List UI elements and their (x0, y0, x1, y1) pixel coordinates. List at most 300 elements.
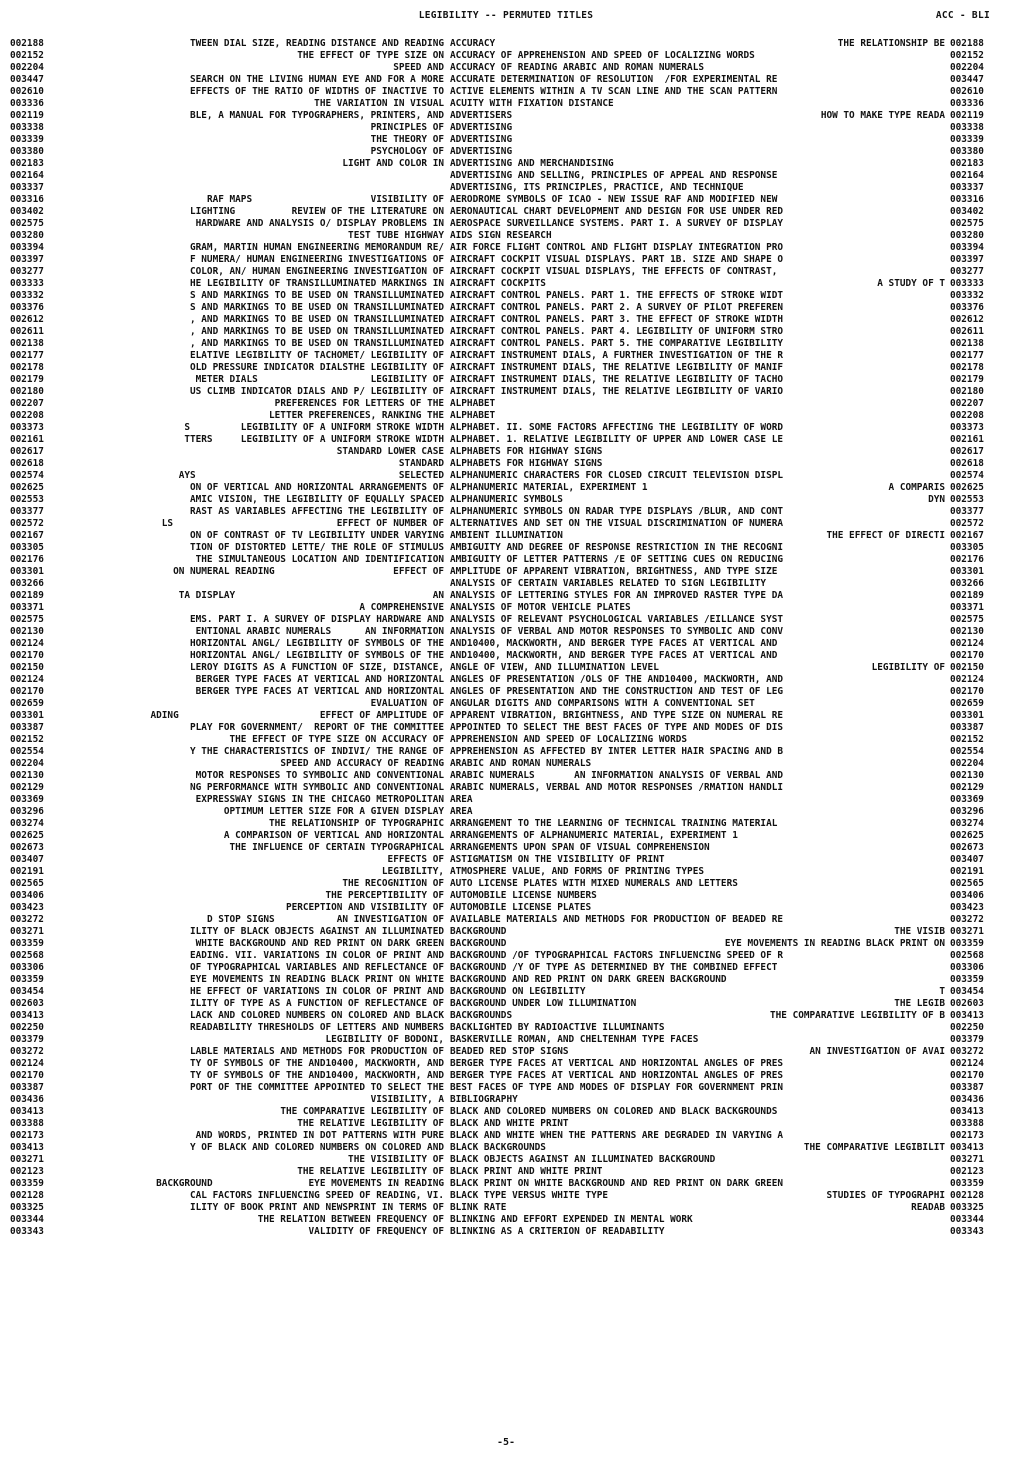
entry-left-context: THE SIMULTANEOUS LOCATION AND IDENTIFICATION (195, 554, 444, 565)
entry-left-context: ENTIONAL ARABIC NUMERALS AN INFORMATION (195, 626, 444, 637)
index-entry (10, 434, 1004, 446)
entry-id-right: 002191 (950, 866, 984, 877)
entry-id: 002554 (10, 746, 44, 757)
entry-keyword-context: BASKERVILLE ROMAN, AND CHELTENHAM TYPE FACES (450, 1034, 699, 1045)
entry-keyword-context: AERONAUTICAL CHART DEVELOPMENT AND DESIGN FOR USE UNDER RED (450, 206, 784, 217)
entry-id-right: 002603 (950, 998, 984, 1009)
entry-left-context: US CLIMB INDICATOR DIALS AND P/ LEGIBILITY OF (190, 386, 444, 397)
index-entry (10, 626, 1004, 638)
entry-keyword-context: ACUITY WITH FIXATION DISTANCE (450, 98, 614, 109)
index-entry (10, 62, 1004, 74)
entry-keyword-context: AVAILABLE MATERIALS AND METHODS FOR PRODUCTION OF BEADED RE (450, 914, 784, 925)
entry-id: 002603 (10, 998, 44, 1009)
index-entry (10, 314, 1004, 326)
entry-id-right: 003337 (950, 182, 984, 193)
entry-keyword-context: BLACK AND COLORED NUMBERS ON COLORED AND BLACK BACKGROUNDS (450, 1106, 778, 1117)
index-entry (10, 650, 1004, 662)
entry-id: 002610 (10, 86, 44, 97)
entry-id: 003369 (10, 794, 44, 805)
entry-keyword-context: BACKLIGHTED BY RADIOACTIVE ILLUMINANTS (450, 1022, 665, 1033)
entry-wrapped-context: THE VISIB (894, 926, 945, 937)
entry-id: 003388 (10, 1118, 44, 1129)
entry-id: 003344 (10, 1214, 44, 1225)
index-entry (10, 1106, 1004, 1118)
index-entry (10, 374, 1004, 386)
entry-left-context: THE EFFECT OF TYPE SIZE ON (297, 50, 444, 61)
index-entry (10, 482, 1004, 494)
entry-keyword-context: AIDS SIGN RESEARCH (450, 230, 552, 241)
index-entry (10, 122, 1004, 134)
entry-id-right: 003407 (950, 854, 984, 865)
entry-keyword-context: BERGER TYPE FACES AT VERTICAL AND HORIZONTAL ANGLES OF PRES (450, 1070, 784, 1081)
entry-id: 003371 (10, 602, 44, 613)
entry-left-context: METER DIALS LEGIBILITY OF (195, 374, 444, 385)
entry-keyword-context: ACCURACY (450, 38, 496, 49)
entry-id-right: 003277 (950, 266, 984, 277)
entry-keyword-context: BACKGROUNDS (450, 1010, 513, 1021)
entry-keyword-context: AIRCRAFT CONTROL PANELS. PART 5. THE COMPARATIVE LEGIBILITY (450, 338, 784, 349)
entry-id-right: 002617 (950, 446, 984, 457)
entry-left-context: OF TYPOGRAPHICAL VARIABLES AND REFLECTANCE OF (190, 962, 444, 973)
index-entry (10, 206, 1004, 218)
entry-left-context: ADING EFFECT OF AMPLITUDE OF (150, 710, 444, 721)
index-entry (10, 1166, 1004, 1178)
entry-keyword-context: AREA (450, 806, 473, 817)
index-entry (10, 182, 1004, 194)
entry-wrapped-context: A STUDY OF T (877, 278, 945, 289)
entry-id: 002179 (10, 374, 44, 385)
index-entry (10, 158, 1004, 170)
entry-id: 003296 (10, 806, 44, 817)
entry-id-right: 003280 (950, 230, 984, 241)
index-entry (10, 1178, 1004, 1190)
entry-keyword-context: AIRCRAFT INSTRUMENT DIALS, A FURTHER INVESTIGATION OF THE R (450, 350, 784, 361)
entry-keyword-context: APPOINTED TO SELECT THE BEST FACES OF TYPE AND MODES OF DIS (450, 722, 784, 733)
entry-left-context: WHITE BACKGROUND AND RED PRINT ON DARK GREEN (195, 938, 444, 949)
entry-left-context: THE VARIATION IN VISUAL (314, 98, 444, 109)
entry-id-right: 003301 (950, 710, 984, 721)
entry-keyword-context: ADVERTISING AND MERCHANDISING (450, 158, 614, 169)
entry-id-right: 003359 (950, 974, 984, 985)
entry-id-right: 003402 (950, 206, 984, 217)
entry-keyword-context: ALPHANUMERIC SYMBOLS (450, 494, 563, 505)
index-entry (10, 266, 1004, 278)
entry-keyword-context: ARABIC NUMERALS, VERBAL AND MOTOR RESPONSES /RMATION HANDLI (450, 782, 784, 793)
entry-id: 002618 (10, 458, 44, 469)
entry-wrapped-context: HOW TO MAKE TYPE READA (820, 110, 945, 121)
entry-id: 002170 (10, 686, 44, 697)
index-entry (10, 938, 1004, 950)
entry-id-right: 002161 (950, 434, 984, 445)
entry-keyword-context: AIRCRAFT INSTRUMENT DIALS, THE RELATIVE LEGIBILITY OF VARIO (450, 386, 784, 397)
index-entry (10, 86, 1004, 98)
entry-wrapped-context: THE LEGIB (894, 998, 945, 1009)
index-entry (10, 278, 1004, 290)
entry-id: 002183 (10, 158, 44, 169)
index-entry (10, 914, 1004, 926)
page-number: -5- (496, 1437, 516, 1448)
entry-id-right: 002611 (950, 326, 984, 337)
entry-id: 002575 (10, 218, 44, 229)
entry-keyword-context: AIR FORCE FLIGHT CONTROL AND FLIGHT DISPLAY INTEGRATION PRO (450, 242, 784, 253)
entry-id-right: 003316 (950, 194, 984, 205)
entry-id: 002128 (10, 1190, 44, 1201)
entry-wrapped-context: EYE MOVEMENTS IN READING BLACK PRINT ON (724, 938, 945, 949)
entry-left-context: EMS. PART I. A SURVEY OF DISPLAY HARDWARE AND (190, 614, 444, 625)
entry-id: 003325 (10, 1202, 44, 1213)
entry-left-context: THE VISIBILITY OF (348, 1154, 444, 1165)
entry-id: 003413 (10, 1142, 44, 1153)
entry-left-context: EYE MOVEMENTS IN READING BLACK PRINT ON WHITE (190, 974, 444, 985)
entry-wrapped-context: DYN (928, 494, 945, 505)
index-entry (10, 98, 1004, 110)
entry-id: 002189 (10, 590, 44, 601)
entry-left-context: S AND MARKINGS TO BE USED ON TRANSILLUMINATED (190, 302, 444, 313)
entry-keyword-context: AIRCRAFT CONTROL PANELS. PART 3. THE EFFECT OF STROKE WIDTH (450, 314, 784, 325)
entry-left-context: THE INFLUENCE OF CERTAIN TYPOGRAPHICAL (229, 842, 444, 853)
entry-keyword-context: AIRCRAFT INSTRUMENT DIALS, THE RELATIVE LEGIBILITY OF MANIF (450, 362, 784, 373)
entry-id-right: 003339 (950, 134, 984, 145)
index-entry (10, 1130, 1004, 1142)
index-entry (10, 770, 1004, 782)
entry-id-right: 002204 (950, 758, 984, 769)
entry-wrapped-context: THE EFFECT OF DIRECTI (826, 530, 945, 541)
entry-left-context: VISIBILITY, A (370, 1094, 444, 1105)
entry-id: 003394 (10, 242, 44, 253)
entry-left-context: ILITY OF BLACK OBJECTS AGAINST AN ILLUMINATED (190, 926, 444, 937)
permuted-index-list (10, 38, 1004, 1238)
entry-keyword-context: AND10400, MACKWORTH, AND BERGER TYPE FACES AT VERTICAL AND (450, 650, 778, 661)
entry-keyword-context: ALPHABET. 1. RELATIVE LEGIBILITY OF UPPER AND LOWER CASE LE (450, 434, 784, 445)
entry-id-right: 002150 (950, 662, 984, 673)
entry-id-right: 002575 (950, 614, 984, 625)
entry-id: 003316 (10, 194, 44, 205)
entry-left-context: OPTIMUM LETTER SIZE FOR A GIVEN DISPLAY (223, 806, 444, 817)
entry-id: 002575 (10, 614, 44, 625)
entry-id-right: 002250 (950, 1022, 984, 1033)
entry-id: 003266 (10, 578, 44, 589)
entry-left-context: THE COMPARATIVE LEGIBILITY OF (280, 1106, 444, 1117)
entry-left-context: S LEGIBILITY OF A UNIFORM STROKE WIDTH (184, 422, 444, 433)
entry-id: 002123 (10, 1166, 44, 1177)
index-entry (10, 1142, 1004, 1154)
entry-id-right: 002176 (950, 554, 984, 565)
entry-left-context: BACKGROUND EYE MOVEMENTS IN READING (156, 1178, 444, 1189)
index-entry (10, 1118, 1004, 1130)
index-entry (10, 1226, 1004, 1238)
entry-id: 003387 (10, 1082, 44, 1093)
entry-keyword-context: AIRCRAFT COCKPIT VISUAL DISPLAYS. PART 1B. SIZE AND SHAPE O (450, 254, 784, 265)
index-entry (10, 446, 1004, 458)
entry-id: 002173 (10, 1130, 44, 1141)
entry-keyword-context: ATMOSPHERE VALUE, AND FORMS OF PRINTING TYPES (450, 866, 704, 877)
index-entry (10, 194, 1004, 206)
entry-left-context: THE RELATIVE LEGIBILITY OF (297, 1118, 444, 1129)
entry-left-context: PREFERENCES FOR LETTERS OF THE (274, 398, 444, 409)
entry-id-right: 003272 (950, 914, 984, 925)
entry-left-context: THE PERCEPTIBILITY OF (325, 890, 444, 901)
entry-id: 003280 (10, 230, 44, 241)
entry-left-context: TION OF DISTORTED LETTE/ THE ROLE OF STIMULUS (190, 542, 444, 553)
index-entry (10, 710, 1004, 722)
entry-keyword-context: AMBIGUITY AND DEGREE OF RESPONSE RESTRICTION IN THE RECOGNI (450, 542, 784, 553)
entry-id-right: 002554 (950, 746, 984, 757)
entry-id-right: 003272 (950, 1046, 984, 1057)
entry-id-right: 003296 (950, 806, 984, 817)
entry-id: 002180 (10, 386, 44, 397)
entry-id-right: 002170 (950, 650, 984, 661)
index-entry (10, 722, 1004, 734)
entry-id-right: 003373 (950, 422, 984, 433)
entry-id: 002572 (10, 518, 44, 529)
entry-keyword-context: ALPHABET. II. SOME FACTORS AFFECTING THE LEGIBILITY OF WORD (450, 422, 784, 433)
entry-id-right: 002625 (950, 482, 984, 493)
entry-wrapped-context: A COMPARIS (888, 482, 945, 493)
entry-id-right: 003369 (950, 794, 984, 805)
entry-id: 002124 (10, 638, 44, 649)
entry-id-right: 002128 (950, 1190, 984, 1201)
index-entry (10, 1070, 1004, 1082)
index-entry (10, 170, 1004, 182)
entry-keyword-context: AUTOMOBILE LICENSE PLATES (450, 902, 592, 913)
entry-keyword-context: ALPHANUMERIC SYMBOLS ON RADAR TYPE DISPLAYS /BLUR, AND CONT (450, 506, 784, 517)
entry-keyword-context: ADVERTISING, ITS PRINCIPLES, PRACTICE, AND TECHNIQUE (450, 182, 744, 193)
entry-id-right: 002130 (950, 770, 984, 781)
entry-id-right: 002170 (950, 1070, 984, 1081)
entry-id-right: 003413 (950, 1010, 984, 1021)
entry-keyword-context: AMBIENT ILLUMINATION (450, 530, 563, 541)
entry-left-context: SPEED AND ACCURACY OF READING (280, 758, 444, 769)
entry-keyword-context: ANGLE OF VIEW, AND ILLUMINATION LEVEL (450, 662, 659, 673)
entry-keyword-context: BLACK PRINT ON WHITE BACKGROUND AND RED PRINT ON DARK GREEN (450, 1178, 784, 1189)
entry-id: 002625 (10, 482, 44, 493)
entry-left-context: TWEEN DIAL SIZE, READING DISTANCE AND READING (190, 38, 444, 49)
entry-left-context: HORIZONTAL ANGL/ LEGIBILITY OF SYMBOLS OF THE (190, 650, 444, 661)
entry-left-context: , AND MARKINGS TO BE USED ON TRANSILLUMINATED (190, 314, 444, 325)
entry-left-context: LETTER PREFERENCES, RANKING THE (269, 410, 444, 421)
entry-id-right: 003371 (950, 602, 984, 613)
entry-left-context: THE RELATION BETWEEN FREQUENCY OF (257, 1214, 444, 1225)
index-range: ACC - BLI (935, 10, 990, 21)
entry-wrapped-context: LEGIBILITY OF (871, 662, 945, 673)
entry-keyword-context: ANALYSIS OF VERBAL AND MOTOR RESPONSES TO SYMBOLIC AND CONV (450, 626, 784, 637)
entry-id: 002673 (10, 842, 44, 853)
entry-left-context: PSYCHOLOGY OF (370, 146, 444, 157)
entry-id-right: 003271 (950, 1154, 984, 1165)
page-title: LEGIBILITY -- PERMUTED TITLES (418, 10, 594, 21)
entry-left-context: D STOP SIGNS AN INVESTIGATION OF (206, 914, 444, 925)
entry-left-context: EFFECTS OF (387, 854, 444, 865)
entry-id-right: 002164 (950, 170, 984, 181)
entry-id-right: 002124 (950, 674, 984, 685)
entry-id-right: 002553 (950, 494, 984, 505)
entry-keyword-context: ADVERTISING (450, 146, 513, 157)
index-entry (10, 950, 1004, 962)
entry-keyword-context: AIRCRAFT INSTRUMENT DIALS, THE RELATIVE LEGIBILITY OF TACHO (450, 374, 784, 385)
entry-id-right: 003447 (950, 74, 984, 85)
entry-keyword-context: AIRCRAFT COCKPIT VISUAL DISPLAYS, THE EFFECTS OF CONTRAST, (450, 266, 778, 277)
entry-left-context: HORIZONTAL ANGL/ LEGIBILITY OF SYMBOLS OF THE (190, 638, 444, 649)
entry-id: 002191 (10, 866, 44, 877)
entry-id: 002130 (10, 770, 44, 781)
entry-id-right: 002574 (950, 470, 984, 481)
index-entry (10, 290, 1004, 302)
index-entry (10, 998, 1004, 1010)
entry-keyword-context: ALPHABET (450, 410, 496, 421)
index-entry (10, 962, 1004, 974)
entry-left-context: F NUMERA/ HUMAN ENGINEERING INVESTIGATIONS OF (190, 254, 444, 265)
entry-left-context: SPEED AND (393, 62, 444, 73)
index-entry (10, 746, 1004, 758)
index-entry (10, 110, 1004, 122)
entry-keyword-context: AMPLITUDE OF APPARENT VIBRATION, BRIGHTNESS, AND TYPE SIZE (450, 566, 778, 577)
entry-id-right: 003336 (950, 98, 984, 109)
entry-keyword-context: ADVERTISING (450, 122, 513, 133)
entry-id-right: 002123 (950, 1166, 984, 1177)
entry-id-right: 003413 (950, 1106, 984, 1117)
entry-left-context: S AND MARKINGS TO BE USED ON TRANSILLUMINATED (190, 290, 444, 301)
entry-id-right: 002673 (950, 842, 984, 853)
entry-id-right: 003406 (950, 890, 984, 901)
entry-id-right: 003344 (950, 1214, 984, 1225)
entry-keyword-context: BACKGROUND UNDER LOW ILLUMINATION (450, 998, 637, 1009)
entry-keyword-context: ANGULAR DIGITS AND COMPARISONS WITH A CONVENTIONAL SET (450, 698, 755, 709)
entry-left-context: ILITY OF TYPE AS A FUNCTION OF REFLECTANCE OF (190, 998, 444, 1009)
index-entry (10, 338, 1004, 350)
entry-id-right: 003423 (950, 902, 984, 913)
entry-keyword-context: ARRANGEMENTS UPON SPAN OF VISUAL COMPREHENSION (450, 842, 710, 853)
index-entry (10, 686, 1004, 698)
entry-left-context: EXPRESSWAY SIGNS IN THE CHICAGO METROPOLITAN (195, 794, 444, 805)
entry-left-context: EADING. VII. VARIATIONS IN COLOR OF PRINT AND (190, 950, 444, 961)
entry-wrapped-context: THE RELATIONSHIP BE (837, 38, 945, 49)
entry-keyword-context: ACCURATE DETERMINATION OF RESOLUTION /FOR EXPERIMENTAL RE (450, 74, 778, 85)
entry-keyword-context: BLACK BACKGROUNDS (450, 1142, 546, 1153)
entry-id-right: 003387 (950, 1082, 984, 1093)
entry-id-right: 003397 (950, 254, 984, 265)
entry-id-right: 003376 (950, 302, 984, 313)
entry-keyword-context: AUTO LICENSE PLATES WITH MIXED NUMERALS AND LETTERS (450, 878, 738, 889)
entry-left-context: READABILITY THRESHOLDS OF LETTERS AND NUMBERS (190, 1022, 444, 1033)
entry-id: 002625 (10, 830, 44, 841)
entry-id: 003338 (10, 122, 44, 133)
entry-left-context: CAL FACTORS INFLUENCING SPEED OF READING, VI. (190, 1190, 444, 1201)
entry-id: 003387 (10, 722, 44, 733)
index-entry (10, 302, 1004, 314)
entry-id-right: 002124 (950, 1058, 984, 1069)
entry-wrapped-context: STUDIES OF TYPOGRAPHI (826, 1190, 945, 1201)
entry-keyword-context: AMBIGUITY OF LETTER PATTERNS /E OF SETTING CUES ON REDUCING (450, 554, 784, 565)
entry-left-context: AMIC VISION, THE LEGIBILITY OF EQUALLY SPACED (190, 494, 444, 505)
entry-keyword-context: ACCURACY OF APPREHENSION AND SPEED OF LOCALIZING WORDS (450, 50, 755, 61)
entry-left-context: THE EFFECT OF TYPE SIZE ON ACCURACY OF (229, 734, 444, 745)
entry-keyword-context: AREA (450, 794, 473, 805)
entry-id: 003333 (10, 278, 44, 289)
entry-left-context: THE THEORY OF (370, 134, 444, 145)
entry-id-right: 002565 (950, 878, 984, 889)
entry-id-right: 003305 (950, 542, 984, 553)
index-entry (10, 878, 1004, 890)
entry-keyword-context: APPREHENSION AS AFFECTED BY INTER LETTER HAIR SPACING AND B (450, 746, 784, 757)
entry-wrapped-context: READAB (911, 1202, 945, 1213)
entry-id-right: 002572 (950, 518, 984, 529)
entry-left-context: MOTOR RESPONSES TO SYMBOLIC AND CONVENTIONAL (195, 770, 444, 781)
entry-id-right: 002178 (950, 362, 984, 373)
entry-id-right: 003306 (950, 962, 984, 973)
entry-left-context: BERGER TYPE FACES AT VERTICAL AND HORIZONTAL (195, 674, 444, 685)
index-entry (10, 38, 1004, 50)
entry-keyword-context: ANALYSIS OF CERTAIN VARIABLES RELATED TO SIGN LEGIBILITY (450, 578, 767, 589)
entry-id: 003359 (10, 938, 44, 949)
entry-id: 002178 (10, 362, 44, 373)
entry-left-context: RAST AS VARIABLES AFFECTING THE LEGIBILITY OF (190, 506, 444, 517)
entry-keyword-context: AIRCRAFT CONTROL PANELS. PART 4. LEGIBILITY OF UNIFORM STRO (450, 326, 784, 337)
index-entry (10, 614, 1004, 626)
entry-keyword-context: ARABIC NUMERALS AN INFORMATION ANALYSIS OF VERBAL AND (450, 770, 784, 781)
entry-keyword-context: AIRCRAFT COCKPITS (450, 278, 546, 289)
index-entry (10, 782, 1004, 794)
entry-left-context: HE EFFECT OF VARIATIONS IN COLOR OF PRINT AND (190, 986, 444, 997)
entry-id: 003272 (10, 914, 44, 925)
entry-left-context: OLD PRESSURE INDICATOR DIALSTHE LEGIBILITY OF (190, 362, 444, 373)
entry-id: 002565 (10, 878, 44, 889)
index-entry (10, 326, 1004, 338)
index-entry (10, 1094, 1004, 1106)
entry-id-right: 003343 (950, 1226, 984, 1237)
index-entry (10, 74, 1004, 86)
entry-left-context: LIGHT AND COLOR IN (342, 158, 444, 169)
entry-id-right: 002610 (950, 86, 984, 97)
entry-left-context: , AND MARKINGS TO BE USED ON TRANSILLUMINATED (190, 326, 444, 337)
entry-id: 003407 (10, 854, 44, 865)
entry-id-right: 003271 (950, 926, 984, 937)
index-entry (10, 530, 1004, 542)
entry-id: 003332 (10, 290, 44, 301)
index-entry (10, 698, 1004, 710)
entry-id-right: 002129 (950, 782, 984, 793)
page-header (0, 10, 1012, 26)
entry-id: 003376 (10, 302, 44, 313)
entry-keyword-context: ARRANGEMENTS OF ALPHANUMERIC MATERIAL, EXPERIMENT 1 (450, 830, 738, 841)
entry-left-context: ILITY OF BOOK PRINT AND NEWSPRINT IN TERMS OF (190, 1202, 444, 1213)
entry-keyword-context: ALPHABETS FOR HIGHWAY SIGNS (450, 446, 603, 457)
entry-id-right: 002188 (950, 38, 984, 49)
entry-id: 003274 (10, 818, 44, 829)
entry-left-context: SEARCH ON THE LIVING HUMAN EYE AND FOR A MORE (190, 74, 444, 85)
entry-left-context: TA DISPLAY AN (178, 590, 444, 601)
entry-id: 003377 (10, 506, 44, 517)
entry-left-context: LEGIBILITY OF BODONI, (325, 1034, 444, 1045)
entry-left-context: LACK AND COLORED NUMBERS ON COLORED AND BLACK (190, 1010, 444, 1021)
entry-keyword-context: BEADED RED STOP SIGNS (450, 1046, 569, 1057)
entry-keyword-context: BLINKING AS A CRITERION OF READABILITY (450, 1226, 665, 1237)
entry-id: 002124 (10, 1058, 44, 1069)
entry-id: 002167 (10, 530, 44, 541)
entry-id: 003306 (10, 962, 44, 973)
entry-left-context: LABLE MATERIALS AND METHODS FOR PRODUCTION OF (190, 1046, 444, 1057)
index-entry (10, 50, 1004, 62)
entry-keyword-context: APPREHENSION AND SPEED OF LOCALIZING WORDS (450, 734, 688, 745)
entry-id-right: 003388 (950, 1118, 984, 1129)
index-entry (10, 230, 1004, 242)
index-entry (10, 806, 1004, 818)
entry-id: 003271 (10, 1154, 44, 1165)
entry-id-right: 003325 (950, 1202, 984, 1213)
entry-id-right: 002208 (950, 410, 984, 421)
entry-keyword-context: ASTIGMATISM ON THE VISIBILITY OF PRINT (450, 854, 665, 865)
entry-id-right: 002124 (950, 638, 984, 649)
entry-id: 002611 (10, 326, 44, 337)
